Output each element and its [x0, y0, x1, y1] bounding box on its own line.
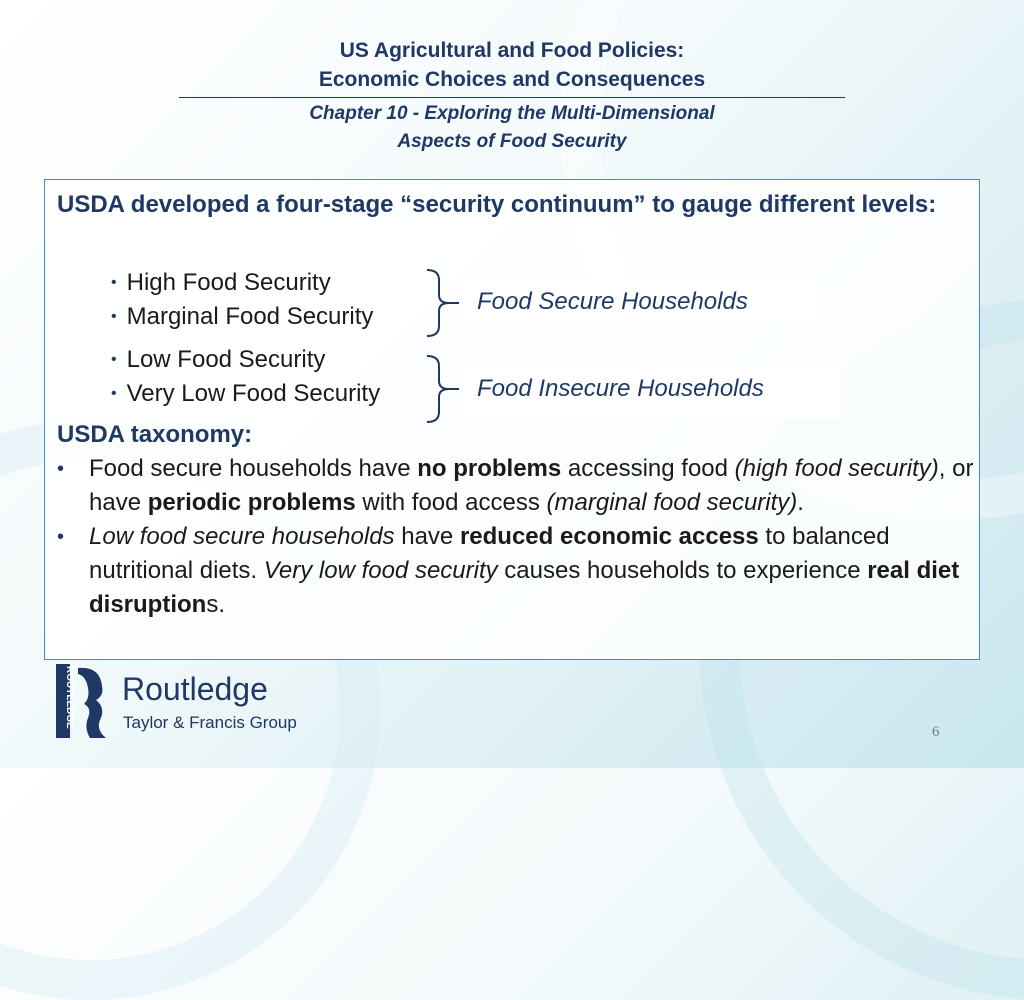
- bullet-icon: •: [111, 274, 117, 291]
- text-run-bold: reduced economic access: [459, 523, 759, 550]
- content-box: [44, 179, 980, 660]
- bullet-icon: •: [111, 351, 117, 368]
- taxonomy-heading: USDA taxonomy:: [57, 421, 253, 448]
- text-run: Food secure households have: [89, 455, 418, 482]
- bullet-icon: •: [57, 458, 65, 480]
- logo-name: Routledge: [122, 671, 268, 707]
- level-label: Low Food Security: [126, 346, 326, 373]
- logo-side-text: ROUTLEDGE: [64, 666, 75, 729]
- level-item: [111, 377, 380, 411]
- chapter-line-1: Chapter 10 - Exploring the Multi-Dimensional: [309, 103, 715, 124]
- food-insecure-label: Food Insecure Households: [461, 366, 841, 418]
- level-item: [111, 300, 373, 334]
- taxonomy-list: [57, 452, 975, 622]
- routledge-logo-icon: [56, 664, 336, 744]
- level-item: [111, 266, 331, 300]
- text-run: .: [797, 489, 804, 516]
- food-secure-label: Food Secure Households: [461, 281, 819, 323]
- text-run: s.: [206, 591, 225, 618]
- right-brace-icon: [425, 354, 461, 424]
- bullet-icon: •: [57, 526, 65, 548]
- text-run-italic: (marginal food security): [546, 489, 798, 516]
- list-item: [57, 520, 975, 622]
- level-label: Very Low Food Security: [126, 380, 381, 407]
- text-run-italic: Very low food security: [263, 557, 498, 584]
- text-run-bold: no problems: [417, 455, 562, 482]
- right-brace-icon: [425, 268, 461, 338]
- logo-subtitle: Taylor & Francis Group: [123, 713, 297, 732]
- title-line-1: US Agricultural and Food Policies:: [339, 39, 685, 62]
- text-run: with food access: [355, 489, 547, 516]
- text-run: to balanced nutritional diets.: [89, 523, 890, 584]
- text-run: , or have: [89, 455, 974, 516]
- list-item: [57, 452, 975, 520]
- level-label: Marginal Food Security: [126, 303, 374, 330]
- page-number: 6: [932, 724, 940, 740]
- text-run-italic: (high food security): [734, 455, 939, 482]
- text-run: have: [394, 523, 460, 550]
- publisher-logo: [56, 664, 336, 744]
- slide-title: [0, 36, 1024, 156]
- text-run-italic: Low food secure households: [89, 523, 395, 550]
- level-item: [111, 343, 325, 377]
- text-run-bold: periodic problems: [147, 489, 356, 516]
- bullet-icon: •: [111, 385, 117, 402]
- level-label: High Food Security: [126, 269, 331, 296]
- intro-text: USDA developed a four-stage “security continuum” to gauge different levels:: [57, 191, 937, 218]
- title-divider: [179, 97, 845, 98]
- text-run-bold: real diet disruption: [89, 557, 960, 618]
- chapter-line-2: Aspects of Food Security: [397, 131, 627, 152]
- text-run: accessing food: [561, 455, 735, 482]
- text-run: causes households to experience: [497, 557, 868, 584]
- title-line-2: Economic Choices and Consequences: [318, 68, 706, 91]
- bullet-icon: •: [111, 308, 117, 325]
